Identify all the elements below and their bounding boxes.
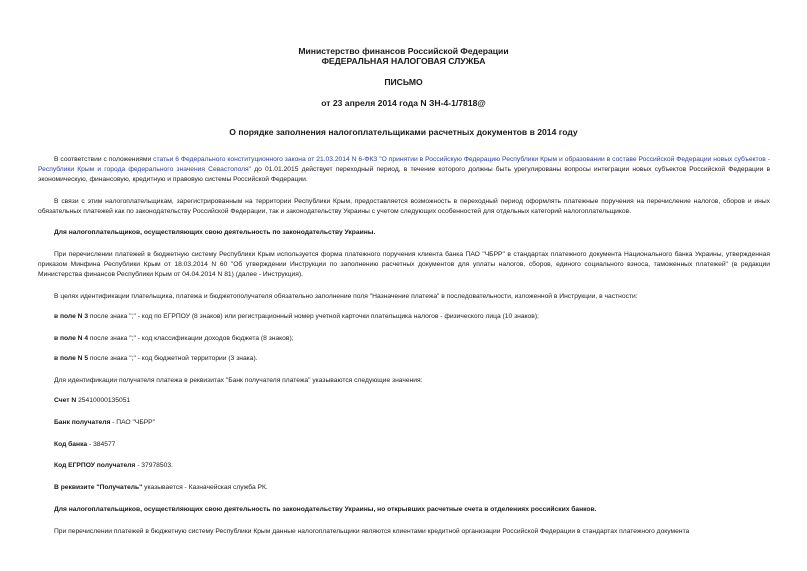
ministry-heading: Министерство финансов Российской Федерации	[298, 46, 509, 56]
section-1-text: Для налогоплательщиков, осуществляющих свою деятельность по законодательству Украины.	[54, 229, 376, 236]
p1-text-before: В соответствии с положениями	[54, 156, 154, 163]
section-2-text: Для налогоплательщиков, осуществляющих свою деятельность по законодательству Украины, но открывших расчетные счета в отделениях российских банков.	[54, 506, 597, 513]
field-3-line	[54, 312, 539, 322]
bank-label: Банк получателя	[54, 419, 111, 426]
egrpou-line	[54, 461, 173, 471]
field-4-line	[54, 334, 294, 344]
recipient-value: указывается - Казначейская служба РК.	[142, 484, 268, 491]
paragraph-4: В целях идентификации плательщика, платежа и бюджетополучателя обязательно заполнение поля "Назначение платежа" в последовательности, изложенной в Инструкции, в частности:	[54, 293, 638, 300]
section-heading-2	[38, 505, 770, 515]
bank-code-value: - 384577	[87, 441, 116, 448]
law-link[interactable]: статьи 6 Федерального конституционного закона от 21.03.2014 N 6-ФКЗ "О принятии в Российскую Федерацию Республики Крым и образовании в составе Российской Федерации новых субъектов - Республики Крым и города федерального значения Севастополя"	[38, 156, 770, 173]
account-line	[54, 396, 130, 406]
paragraph-1	[38, 155, 770, 185]
document-title: О порядке заполнения налогоплательщиками расчетных документов в 2014 году	[229, 127, 578, 137]
field-5-text: после знака ";" - код бюджетной территории (3 знака).	[88, 355, 258, 362]
recipient-label: В реквизите "Получатель"	[54, 484, 143, 491]
field-5-line	[54, 354, 258, 364]
field-5-label: в поле N 5	[54, 355, 89, 362]
egrpou-value: - 37978503.	[135, 462, 173, 469]
field-4-text: после знака ";" - код классификации доходов бюджета (8 знаков);	[88, 335, 294, 342]
account-value: 25410000135051	[76, 397, 131, 404]
section-heading-1	[38, 228, 770, 238]
paragraph-6: При перечислении платежей в бюджетную систему Республики Крым данные налогоплательщики являются клиентами кредитной организации Российской Федерации в стандартах платежного документа	[54, 528, 690, 535]
bank-code-label: Код банка	[54, 441, 88, 448]
bank-value: - ПАО "ЧБРР"	[110, 419, 155, 426]
bank-line	[54, 418, 155, 428]
bank-code-line	[54, 440, 115, 450]
paragraph-2: В связи с этим налогоплательщикам, зарегистрированным на территории Республики Крым, предоставляется возможность в переходный период оформлять платежные поручения на перечисление налогов, сборов и иных обязательных платежей как по законодательству Российской Федерации, так и законодательству Украины с учетом следующих особенностей для отдельных категорий налогоплательщиков.	[38, 198, 770, 215]
recipient-line	[54, 483, 268, 493]
account-label: Счет N	[54, 397, 77, 404]
paragraph-5: Для идентификации получателя платежа в реквизитах "Банк получателя платежа" указываются следующие значения:	[54, 377, 423, 384]
service-heading: ФЕДЕРАЛЬНАЯ НАЛОГОВАЯ СЛУЖБА	[321, 56, 486, 66]
egrpou-label: Код ЕГРПОУ получателя	[54, 462, 136, 469]
field-3-text: после знака ";" - код по ЕГРПОУ (8 знаков) или регистрационный номер учетной карточки плательщика налогов - физического лица (10 знаков);	[88, 313, 539, 320]
field-4-label: в поле N 4	[54, 335, 89, 342]
date-number-heading: от 23 апреля 2014 года N ЗН-4-1/7818@	[321, 98, 486, 108]
paragraph-3: При перечислении платежей в бюджетную систему Республики Крым используется форма платежного поручения клиента банка ПАО "ЧБРР" в стандартах платежного документа Национального банка Украины, утвержденная приказом Минфина Республики Крым от 18.03.2014 N 60 "Об утверждении Инструкции по заполнению расчетных документов для уплаты налогов, сборов, единого социального взноса, таможенных платежей" (в редакции Министерства финансов Республики Крым от 04.04.2014 N 81) (далее - Инструкция).	[38, 251, 770, 278]
p1-text-after: до 01.01.2015 действует переходный период, в течение которого должны быть урегулированы вопросы интеграции новых субъектов Российской Федерации в экономическую, финансовую, кредитную и правовую системы Российской Федерации.	[38, 166, 771, 183]
doc-type-heading: ПИСЬМО	[384, 77, 423, 87]
field-3-label: в поле N 3	[54, 313, 89, 320]
